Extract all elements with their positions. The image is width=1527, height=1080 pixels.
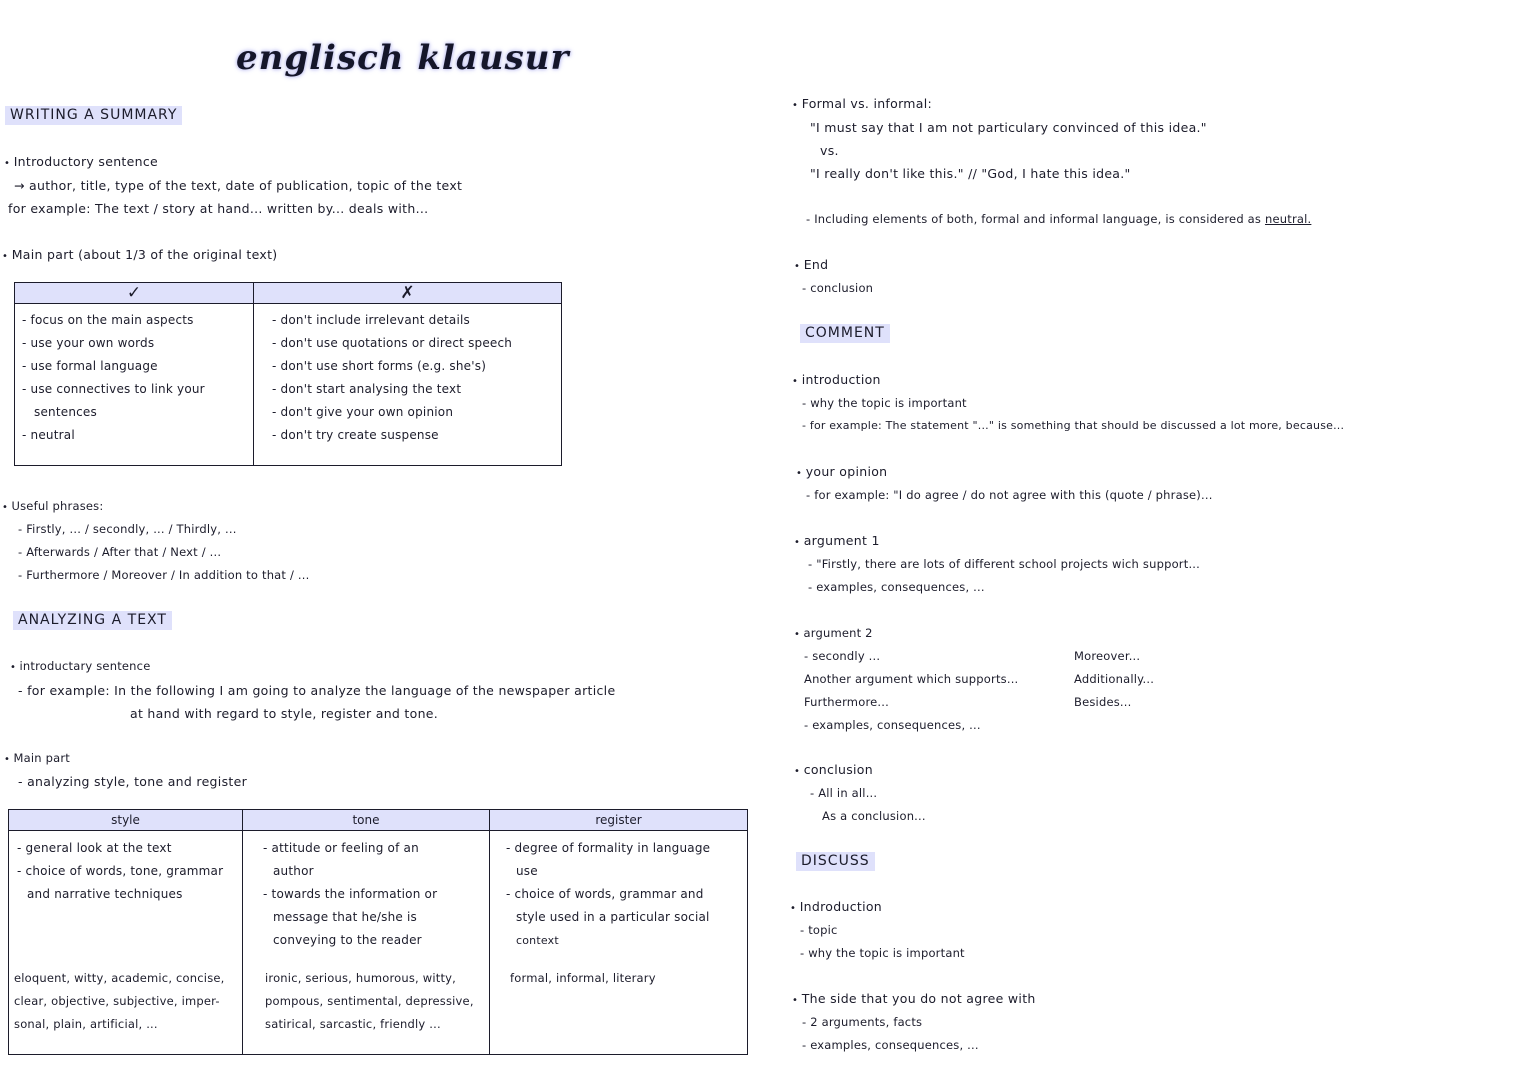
argument2-item: - examples, consequences, ... [804,718,981,732]
tone-examples-cell [243,967,490,1055]
argument2-item: - secondly ... [804,649,881,663]
formal-vs: vs. [820,143,839,158]
example-line: pompous, sentimental, depressive, [265,994,474,1008]
list-item: - use connectives to link your [22,382,205,396]
list-item: and narrative techniques [27,887,183,901]
register-examples-cell [490,967,748,1055]
list-item: - towards the information or [263,887,438,901]
dont-list [254,304,562,466]
argument2-label: • argument 2 [794,626,873,640]
list-item: sentences [34,405,97,419]
discuss-heading: DISCUSS [796,852,875,871]
informal-quote: "I really don't like this." // "God, I hate this idea." [810,166,1131,181]
end-label: • End [794,257,828,272]
intro-line: → author, title, type of the text, date of publication, topic of the text [14,178,463,193]
style-examples-cell [9,967,243,1055]
list-item: - general look at the text [17,841,172,855]
end-item: - conclusion [802,281,874,295]
opinion-item: - for example: "I do agree / do not agree with this (quote / phrase)... [806,488,1213,502]
summary-table [14,282,562,466]
list-item: - don't use quotations or direct speech [272,336,513,350]
phrase-item: - Afterwards / After that / Next / ... [18,545,222,559]
list-item: - don't include irrelevant details [272,313,471,327]
argument1-item: - "Firstly, there are lots of different school projects wich support... [808,557,1201,571]
side-item: - 2 arguments, facts [802,1015,923,1029]
list-item: use [516,864,538,878]
list-item: - neutral [22,428,75,442]
list-item: style used in a particular social [516,910,710,924]
phrase-item: - Furthermore / Moreover / In addition to that / ... [18,568,310,582]
intro-example: for example: The text / story at hand... written by... deals with... [8,201,429,216]
analyzing-heading: ANALYZING A TEXT [13,611,172,630]
conclusion-label: • conclusion [794,762,873,777]
list-item: context [516,934,559,947]
neutral-word: neutral. [1264,212,1312,226]
comment-intro-item: - for example: The statement "..." is something that should be discussed a lot more, because... [802,419,1345,432]
argument2-alt: Moreover... [1074,649,1141,663]
summary-heading: WRITING A SUMMARY [5,106,182,125]
register-cell [490,831,748,968]
analyzing-main-line: - analyzing style, tone and register [18,774,248,789]
phrases-label: • Useful phrases: [2,499,103,513]
formal-quote: "I must say that I am not particulary convinced of this idea." [810,120,1207,135]
list-item: message that he/she is [273,910,417,924]
list-item: conveying to the reader [273,933,422,947]
argument2-alt: Besides... [1074,695,1132,709]
list-item: - choice of words, grammar and [506,887,704,901]
check-icon: ✓ [15,283,254,304]
example-line: sonal, plain, artificial, ... [14,1017,158,1031]
formal-label: • Formal vs. informal: [792,96,932,111]
argument1-item: - examples, consequences, ... [808,580,985,594]
side-item: - examples, consequences, ... [802,1038,979,1052]
analyzing-main-label: • Main part [4,751,70,765]
example-line: clear, objective, subjective, imper- [14,994,220,1008]
analyzing-intro-line: - for example: In the following I am going to analyze the language of the newspaper article [18,683,616,698]
do-list [15,304,254,466]
column-header: register [490,810,748,831]
opinion-label: • your opinion [796,464,887,479]
discuss-intro-item: - topic [800,923,838,937]
argument2-item: Another argument which supports... [804,672,1019,686]
list-item: - use formal language [22,359,158,373]
list-item: - don't start analysing the text [272,382,462,396]
example-line: ironic, serious, humorous, witty, [265,971,457,985]
example-line: eloquent, witty, academic, concise, [14,971,225,985]
main-part-label: • Main part (about 1/3 of the original text) [2,247,277,262]
neutral-line [806,212,1311,226]
phrase-item: - Firstly, ... / secondly, ... / Thirdly, ... [18,522,237,536]
tone-cell [243,831,490,968]
discuss-intro-item: - why the topic is important [800,946,965,960]
list-item: - attitude or feeling of an [263,841,419,855]
intro-label: • Introductory sentence [4,154,158,169]
analysis-table [8,809,748,1055]
comment-intro-label: • introduction [792,372,881,387]
argument2-alt: Additionally... [1074,672,1155,686]
list-item: - use your own words [22,336,155,350]
discuss-intro-label: • Indroduction [790,899,882,914]
list-item: - don't use short forms (e.g. she's) [272,359,487,373]
conclusion-item: - All in all... [810,786,878,800]
cross-icon: ✗ [254,283,562,304]
list-item: - focus on the main aspects [22,313,194,327]
page-title: englisch klausur [236,38,570,78]
analyzing-intro-label: • introductary sentence [10,659,150,673]
list-item: - don't try create suspense [272,428,439,442]
side-label: • The side that you do not agree with [792,991,1036,1006]
neutral-line-text: - Including elements of both, formal and informal language, is considered as [806,212,1265,226]
argument1-label: • argument 1 [794,533,880,548]
list-item: author [273,864,314,878]
analyzing-intro-line: at hand with regard to style, register and tone. [130,706,439,721]
comment-heading: COMMENT [800,324,890,343]
style-cell [9,831,243,968]
column-header: tone [243,810,490,831]
list-item: - choice of words, tone, grammar [17,864,224,878]
column-header: style [9,810,243,831]
conclusion-item: As a conclusion... [822,809,926,823]
comment-intro-item: - why the topic is important [802,396,967,410]
example-line: formal, informal, literary [510,971,656,985]
example-line: satirical, sarcastic, friendly ... [265,1017,441,1031]
list-item: - don't give your own opinion [272,405,454,419]
argument2-item: Furthermore... [804,695,889,709]
list-item: - degree of formality in language [506,841,711,855]
